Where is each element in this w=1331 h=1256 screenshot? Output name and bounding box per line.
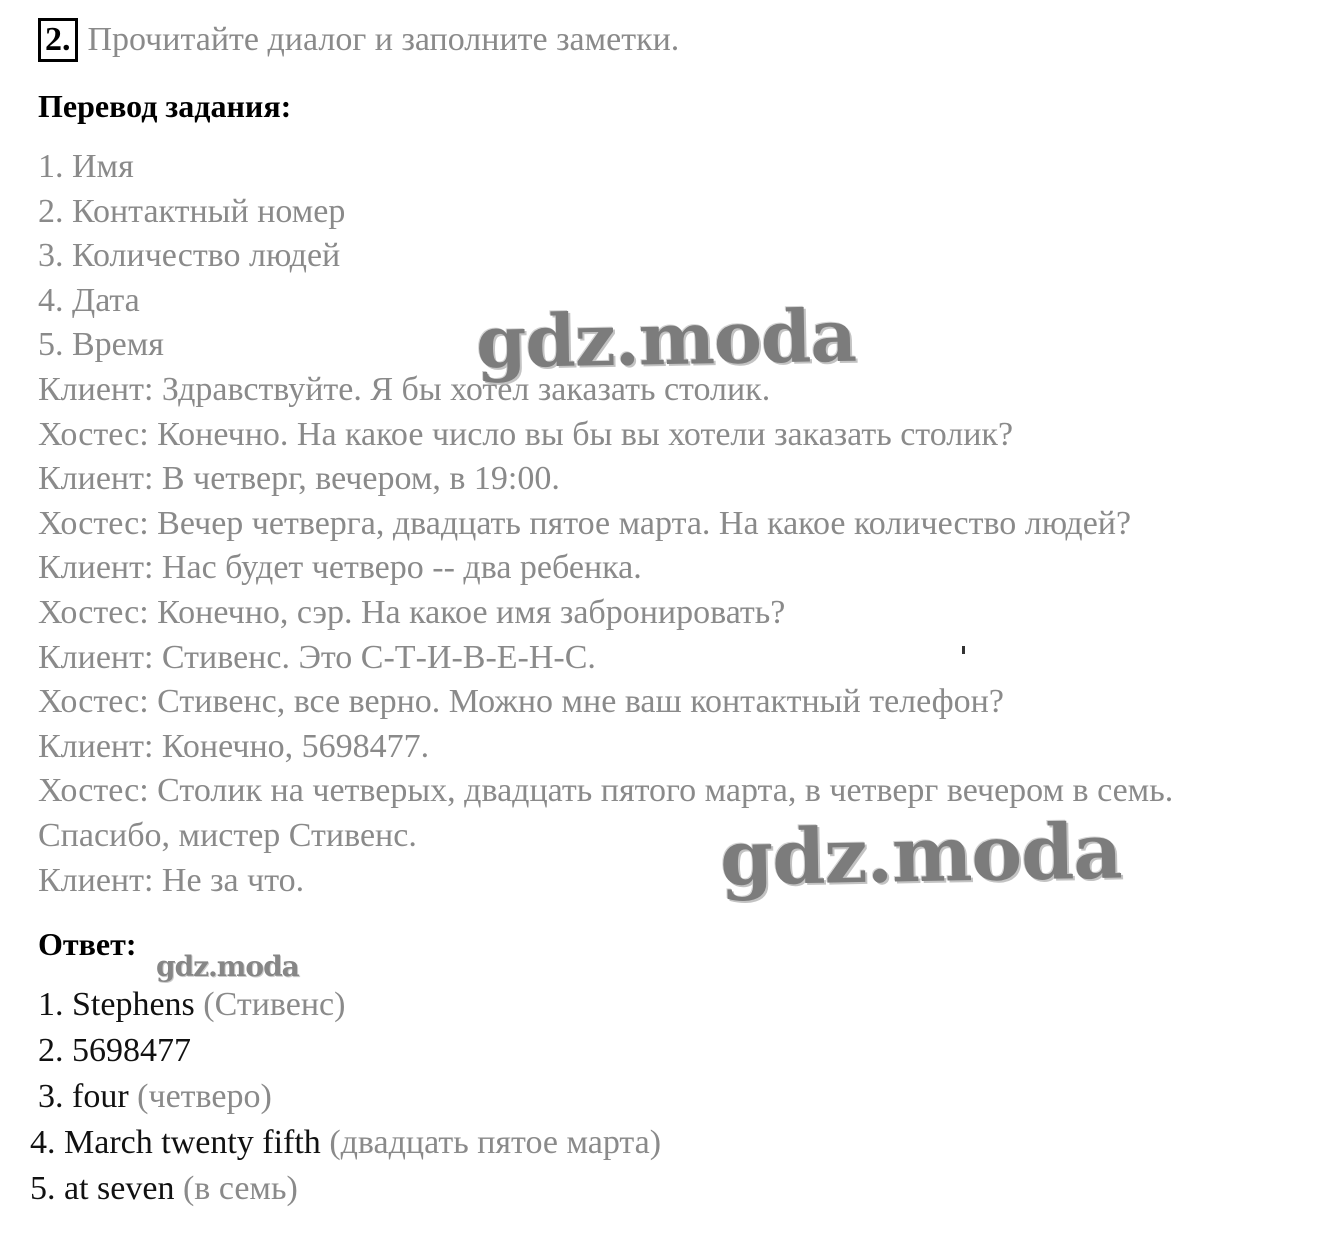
answer-item: [30, 1120, 661, 1166]
answer-item: [30, 1166, 661, 1212]
note-item: 4. Дата: [38, 281, 140, 319]
answer-english: 1. Stephens: [38, 986, 195, 1023]
note-item: 1. Имя: [38, 148, 134, 185]
answer-russian: (Стивенс): [203, 986, 346, 1023]
answer-item: [38, 1028, 669, 1074]
answer-english: 2. 5698477: [38, 1032, 191, 1069]
dialog-line: Клиент: Не за что.: [38, 861, 305, 899]
answer-russian: (четверо): [137, 1078, 272, 1115]
task-instruction: Прочитайте диалог и заполните заметки.: [87, 21, 680, 58]
dialog-line: Хостес: Столик на четверых, двадцать пятого марта, в четверг вечером в семь. Спасибо, мистер Стивенс.: [38, 772, 1174, 854]
answer-item: [38, 1074, 669, 1120]
answer-item: [38, 982, 669, 1028]
dialog-line: Хостес: Конечно. На какое число вы бы вы хотели заказать столик?: [38, 415, 1014, 453]
dialog-line: Клиент: В четверг, вечером, в 19:00.: [38, 460, 560, 498]
dialog-line: Хостес: Вечер четверга, двадцать пятое марта. На какое количество людей?: [38, 504, 1132, 542]
dialog-line: Хостес: Конечно, сэр. На какое имя забронировать?: [38, 593, 786, 631]
stray-mark: [962, 646, 965, 654]
answer-russian: (в семь): [182, 1170, 298, 1207]
watermark: gdz.moda: [156, 950, 299, 983]
answer-english: 3. four: [38, 1078, 129, 1115]
answer-list: [30, 982, 669, 1212]
watermark: gdz.moda: [719, 806, 1123, 903]
dialog-line: Клиент: Здравствуйте. Я бы хотел заказать столик.: [38, 370, 771, 408]
answer-heading: Ответ:: [38, 926, 137, 962]
translation-body: [38, 145, 1318, 903]
dialog-line: Клиент: Стивенс. Это С-Т-И-В-Е-Н-С.: [38, 638, 596, 676]
translation-heading: Перевод задания:: [38, 88, 292, 124]
answer-english: 4. March twenty fifth: [30, 1124, 321, 1161]
answer-russian: (двадцать пятое марта): [329, 1124, 662, 1161]
dialog-line: Хостес: Стивенс, все верно. Можно мне ваш контактный телефон?: [38, 683, 1004, 721]
dialog-line: Клиент: Нас будет четверо -- два ребенка.: [38, 549, 642, 587]
dialog-line: Клиент: Конечно, 5698477.: [38, 727, 430, 765]
task-number: 2.: [38, 18, 78, 62]
watermark: gdz.moda: [475, 292, 857, 385]
answer-english: 5. at seven: [30, 1170, 175, 1207]
note-item: 3. Количество людей: [38, 237, 341, 275]
task-header: [38, 18, 679, 62]
note-item: 2. Контактный номер: [38, 192, 346, 230]
note-item: 5. Время: [38, 326, 164, 364]
